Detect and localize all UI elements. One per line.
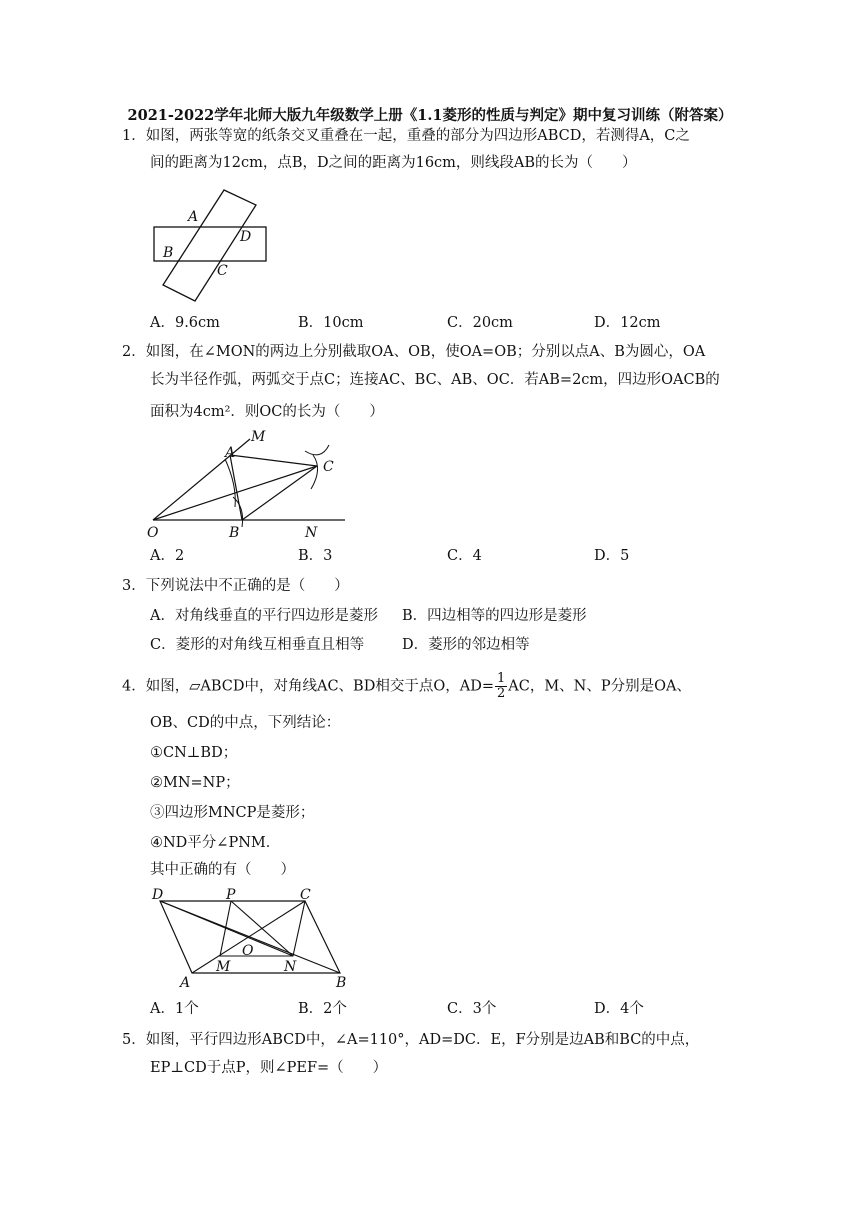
- q1-option-d: D．12cm: [594, 315, 661, 331]
- q4-label-m: M: [216, 959, 231, 975]
- q4-label-a: A: [180, 975, 191, 991]
- q2-option-b: B．3: [298, 548, 333, 564]
- q4-ask: 其中正确的有（ ）: [150, 862, 295, 878]
- q4-label-n: N: [284, 959, 297, 975]
- q2-label-c: C: [323, 459, 334, 475]
- q3-option-d: D．菱形的邻边相等: [402, 637, 530, 653]
- q4-line-1-start: 4．如图，▱ABCD中，对角线AC、BD相交于点O，AD=: [122, 678, 494, 695]
- q4-label-p: P: [226, 887, 236, 903]
- q1-slanted-strip: [163, 190, 256, 301]
- q1-option-b: B．10cm: [298, 315, 364, 331]
- q4-fraction: [495, 672, 507, 701]
- q4-line-1-end: AC，M、N、P分别是OA、: [508, 678, 691, 695]
- q2-label-a: A: [225, 445, 236, 461]
- q4-option-c: C．3个: [447, 1001, 497, 1017]
- q4-item-3: ③四边形MNCP是菱形；: [150, 805, 315, 821]
- q2-segment-ab: [230, 455, 242, 520]
- q2-line-1: 2．如图，在∠MON的两边上分别截取OA、OB，使OA=OB；分别以点A、B为圆心，OA: [122, 344, 706, 360]
- q1-label-b: B: [163, 245, 174, 261]
- q5-line-2: EP⊥CD于点P，则∠PEF=（ ）: [150, 1060, 388, 1076]
- q4-option-a: A．1个: [150, 1001, 199, 1017]
- q3-line-1: 3．下列说法中不正确的是（ ）: [122, 578, 349, 594]
- q1-line-2: 间的距离为12cm，点B，D之间的距离为16cm，则线段AB的长为（ ）: [150, 155, 637, 171]
- q1-figure: [148, 185, 278, 305]
- page-title: 2021-2022学年北师大版九年级数学上册《1.1菱形的性质与判定》期中复习训练（附答案）: [127, 107, 733, 124]
- q4-fraction-denominator: 2: [496, 686, 506, 701]
- q2-line-2: 长为半径作弧，两弧交于点C；连接AC、BC、AB、OC．若AB=2cm，四边形OACB的: [150, 372, 720, 388]
- q4-item-2: ②MN=NP；: [150, 775, 240, 791]
- q3-option-a: A．对角线垂直的平行四边形是菱形: [150, 608, 378, 624]
- q4-figure: [150, 887, 355, 992]
- q1-label-a: A: [188, 209, 199, 225]
- q2-segment-ac: [230, 455, 317, 466]
- q4-option-d: D．4个: [594, 1001, 644, 1017]
- q2-option-c: C．4: [447, 548, 482, 564]
- q4-label-c: C: [300, 887, 311, 903]
- q2-option-d: D．5: [594, 548, 630, 564]
- q4-segment-nd: [160, 901, 293, 956]
- q4-label-d: D: [152, 887, 164, 903]
- q3-option-c: C．菱形的对角线互相垂直且相等: [150, 637, 365, 653]
- q2-arc-at-c-upper: [305, 445, 329, 455]
- q4-item-1: ①CN⊥BD；: [150, 745, 238, 761]
- q4-segment-pn: [231, 901, 293, 956]
- q2-figure: [145, 425, 355, 543]
- q2-line-3: 面积为4cm²．则OC的长为（ ）: [150, 404, 384, 420]
- q4-line-1: [122, 672, 691, 701]
- q2-arc-at-b: [233, 497, 243, 527]
- q2-arc-at-a: [225, 459, 235, 507]
- q2-label-m: M: [251, 429, 266, 445]
- q2-ray-om: [153, 439, 250, 520]
- q2-label-b: B: [229, 525, 240, 541]
- q4-fraction-numerator: 1: [496, 671, 506, 686]
- q1-label-d: D: [240, 229, 252, 245]
- q1-option-c: C．20cm: [447, 315, 513, 331]
- q3-option-b: B．四边相等的四边形是菱形: [402, 608, 587, 624]
- q2-label-o: O: [147, 525, 159, 541]
- q2-segment-bc: [242, 466, 317, 520]
- q5-line-1: 5．如图，平行四边形ABCD中，∠A=110°，AD=DC．E，F分别是边AB和BC的中点，: [122, 1032, 700, 1048]
- q2-arc-at-c-lower: [311, 455, 318, 489]
- q4-line-2: OB、CD的中点，下列结论：: [150, 715, 341, 731]
- q1-line-1: 1．如图，两张等宽的纸条交叉重叠在一起，重叠的部分为四边形ABCD，若测得A，C之: [122, 128, 690, 144]
- q4-label-o: O: [242, 943, 254, 959]
- q2-option-a: A．2: [150, 548, 185, 564]
- q1-option-a: A．9.6cm: [150, 315, 220, 331]
- q4-option-b: B．2个: [298, 1001, 347, 1017]
- q2-label-n: N: [305, 525, 318, 541]
- q1-label-c: C: [217, 263, 228, 279]
- q4-label-b: B: [336, 975, 347, 991]
- q4-item-4: ④ND平分∠PNM．: [150, 835, 281, 851]
